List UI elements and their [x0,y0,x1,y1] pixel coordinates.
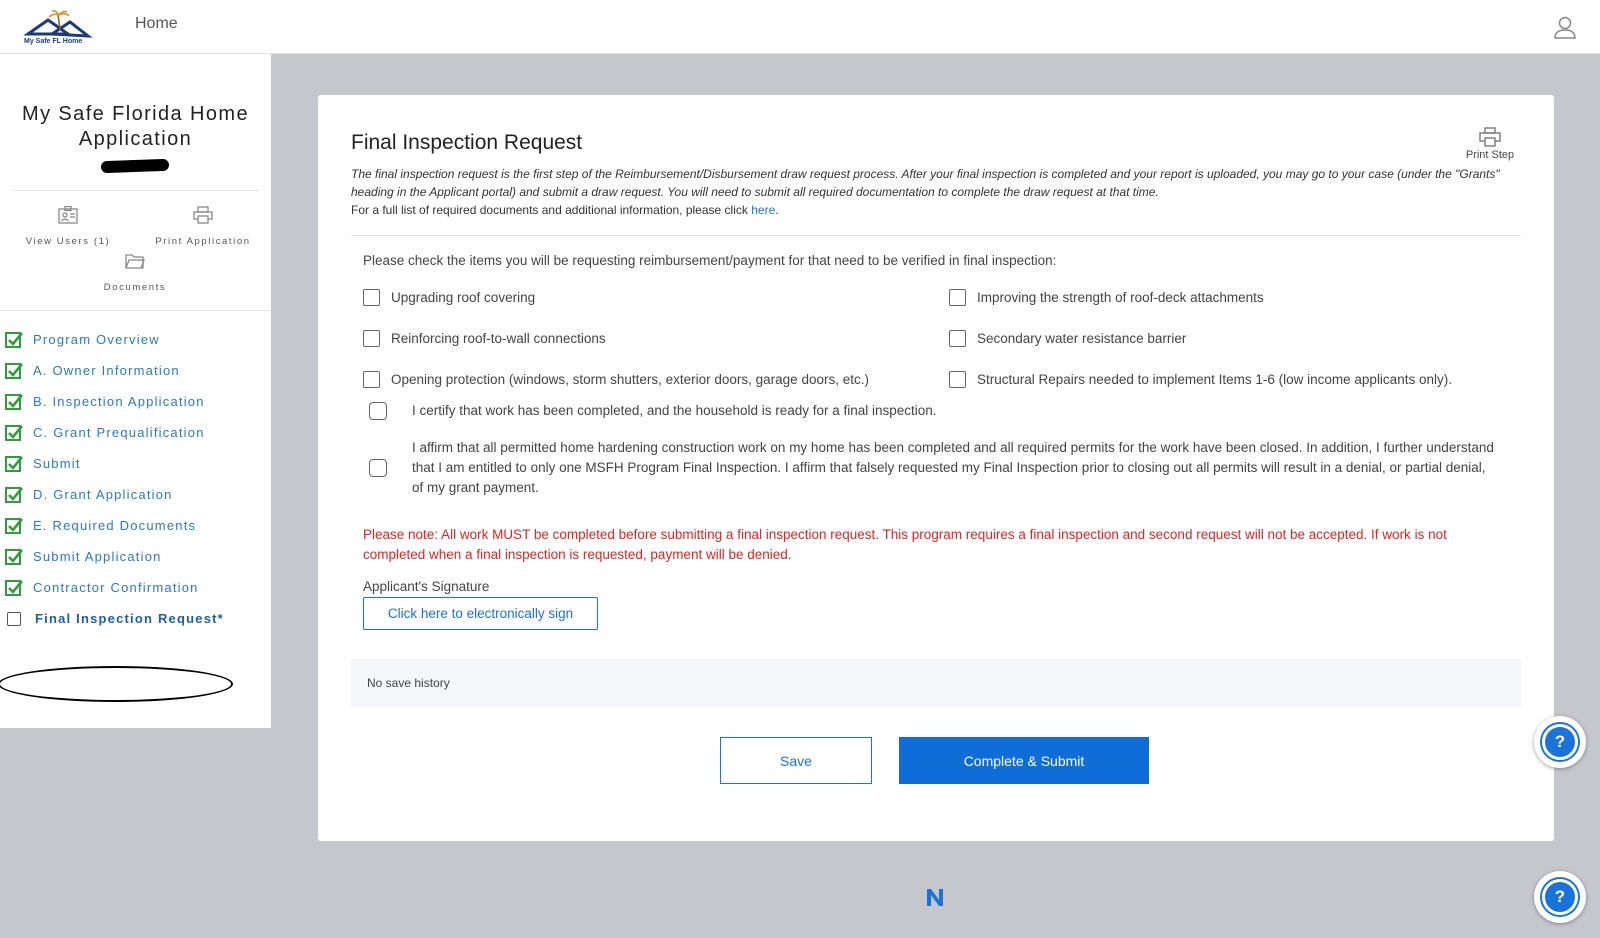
print-step-label: Print Step [1465,149,1515,161]
step-label: E. Required Documents [33,518,197,533]
option-label: Improving the strength of roof-deck attachments [977,290,1264,305]
printer-icon [193,206,213,224]
step-label: Submit [33,456,81,471]
view-users-label: View Users (1) [25,236,111,247]
step-required-documents[interactable] [0,510,271,541]
checkbox[interactable] [949,289,966,306]
option-label: Secondary water resistance barrier [977,331,1187,346]
option-roof-deck-attachments[interactable] [949,289,1264,306]
option-label: Opening protection (windows, storm shutters, exterior doors, garage doors, etc.) [391,372,869,387]
step-owner-information[interactable] [0,355,271,386]
step-contractor-confirmation[interactable] [0,572,271,603]
step-label: Submit Application [33,549,162,564]
option-structural-repairs[interactable] [949,371,1452,388]
hand-drawn-circle [0,666,233,702]
check-icon [5,424,23,442]
items-question: Please check the items you will be requesting reimbursement/payment for that need to be verified in final inspection: [363,253,1057,268]
option-roof-covering[interactable] [363,289,535,306]
option-label: Upgrading roof covering [391,290,536,305]
affirm-label: I affirm that all permitted home hardening construction work on my home has been completed and all required permits for the work have been closed. In addition, I further understand that I am entitled to only one MSFH Program Final Inspection. I affirm that falsely requested my Final Inspection prior to closing out all permits will result in a denial, or partial denial, of my grant payment. [412,440,1494,495]
save-button[interactable]: Save [720,737,872,784]
option-opening-protection[interactable] [363,371,869,388]
checkbox[interactable] [369,459,387,477]
check-icon [5,393,23,411]
svg-text:My Safe FL Home: My Safe FL Home [24,38,83,45]
checkbox[interactable] [363,371,380,388]
intro-end: . [775,203,779,217]
nav-home-link[interactable]: Home [135,15,178,32]
logo[interactable] [22,10,94,46]
checkbox[interactable] [949,330,966,347]
step-grant-prequalification[interactable] [0,417,271,448]
unchecked-box-icon [7,612,21,626]
check-icon [5,362,23,380]
complete-submit-button[interactable]: Complete & Submit [899,737,1149,784]
checkbox[interactable] [369,402,387,420]
check-icon [5,331,23,349]
here-link[interactable]: here [751,203,776,217]
intro-italic: The final inspection request is the first step of the Reimbursement/Disbursement draw request process. After your final inspection is completed and your report is uploaded, you may go to your case (under the "Grants" heading in the Applicant portal) and submit a draw request. You will need to submit all required documentation to complete the draw request at that time. [351,167,1500,199]
print-application-action[interactable] [148,206,258,247]
print-application-label: Print Application [155,236,251,247]
page-title: Final Inspection Request [351,131,583,154]
check-icon [5,517,23,535]
sidebar [0,54,271,728]
divider [351,235,1521,236]
print-step-button[interactable] [1460,127,1520,161]
step-label: Program Overview [33,332,160,347]
top-bar [0,0,1600,54]
option-roof-to-wall[interactable] [363,330,606,347]
redacted-mark [101,159,169,173]
documents-label: Documents [103,282,167,293]
check-icon [5,579,23,597]
step-label: C. Grant Prequalification [33,425,205,440]
checkbox[interactable] [363,330,380,347]
n-logo-icon [924,886,946,908]
view-users-action[interactable] [13,206,123,247]
step-label: Contractor Confirmation [33,580,199,595]
final-inspection-card [318,95,1554,841]
step-label: A. Owner Information [33,363,180,378]
affirm-checkbox-row[interactable] [369,438,1499,498]
step-label: D. Grant Application [33,487,173,502]
step-inspection-application[interactable] [0,386,271,417]
application-title: My Safe Florida Home Application [22,103,249,150]
step-label: B. Inspection Application [33,394,205,409]
intro-plain: For a full list of required documents and additional information, please click [351,203,752,217]
save-history: No save history [351,659,1521,707]
option-label: Structural Repairs needed to implement Items 1-6 (low income applicants only). [977,372,1452,387]
checkbox[interactable] [949,371,966,388]
step-submit-application[interactable] [0,541,271,572]
option-secondary-water-barrier[interactable] [949,330,1186,347]
step-list [0,324,271,634]
help-button[interactable] [1534,716,1586,768]
step-grant-application[interactable] [0,479,271,510]
help-button[interactable] [1534,871,1586,923]
step-final-inspection-request[interactable] [0,603,271,634]
certify-label: I certify that work has been completed, and the household is ready for a final inspection. [412,403,937,418]
signature-label: Applicant's Signature [363,579,490,594]
checkbox[interactable] [363,289,380,306]
printer-icon [1479,127,1501,147]
electronic-sign-button[interactable]: Click here to electronically sign [363,597,598,630]
check-icon [5,486,23,504]
divider [0,310,271,311]
question-icon: ? [1542,724,1578,760]
certify-checkbox-row[interactable] [369,401,1509,421]
check-icon [5,455,23,473]
step-submit[interactable] [0,448,271,479]
step-label: Final Inspection Request* [35,611,224,626]
user-icon[interactable] [1552,14,1578,40]
intro-text [351,165,1501,219]
documents-action[interactable] [80,252,190,293]
step-program-overview[interactable] [0,324,271,355]
divider [12,190,259,191]
folder-icon [125,252,145,270]
option-label: Reinforcing roof-to-wall connections [391,331,606,346]
id-card-icon [58,206,78,224]
warning-note: Please note: All work MUST be completed before submitting a final inspection request. This program requires a final inspection and second request will not be accepted. If work is not completed when a final inspection is requested, payment will be denied. [363,527,1447,562]
check-icon [5,548,23,566]
question-icon: ? [1542,879,1578,915]
